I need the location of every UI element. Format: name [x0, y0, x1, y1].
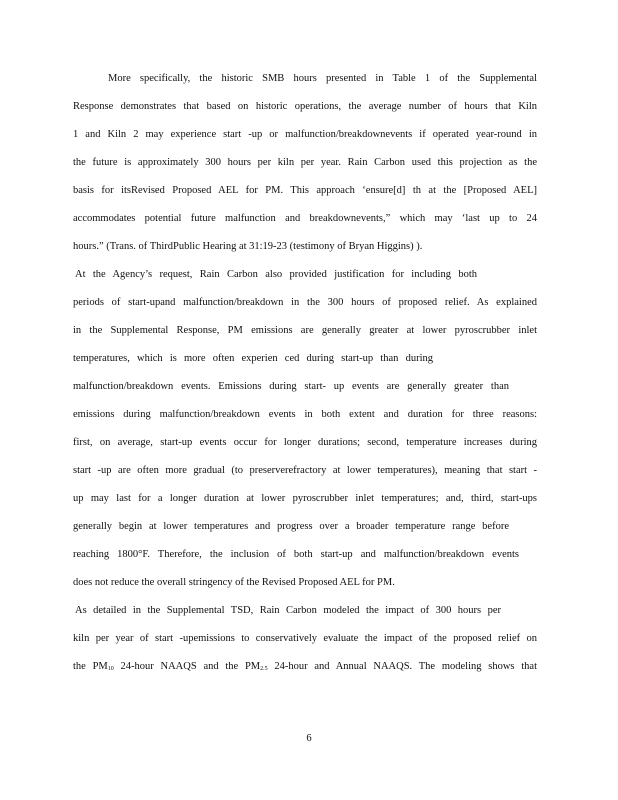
subscript: 2.5: [260, 666, 268, 672]
text-line: up may last for a longer duration at lower pyroscrubber inlet temperatures; and, third, start-ups: [73, 493, 537, 504]
subscript: 10: [107, 666, 114, 672]
text-line: periods of start-upand malfunction/breakdown in the 300 hours of proposed relief. As explained: [73, 297, 537, 308]
text-line: in the Supplemental Response, PM emissions are generally greater at lower pyroscrubber inlet: [73, 325, 537, 336]
text-line: does not reduce the overall stringency of the Revised Proposed AEL for PM.: [73, 577, 395, 588]
text-line: basis for itsRevised Proposed AEL for PM. This approach ‘ensure[d] th at the [Proposed AEL]: [73, 185, 537, 196]
text-line: kiln per year of start -upemissions to conservatively evaluate the impact of the proposed relief on: [73, 633, 537, 644]
text-line: As detailed in the Supplemental TSD, Rain Carbon modeled the impact of 300 hours per: [75, 605, 501, 616]
page-number: 6: [306, 733, 312, 744]
text-line: accommodates potential future malfunction and breakdownevents,” which may ‘last up to 24: [73, 213, 537, 224]
text-line: [73, 660, 537, 674]
text-line: reaching 1800°F. Therefore, the inclusion of both start-up and malfunction/breakdown events: [73, 549, 519, 560]
text-fragment: the PM: [73, 661, 108, 672]
text-line: malfunction/breakdown events. Emissions during start- up events are generally greater than: [73, 381, 509, 392]
text-line: generally begin at lower temperatures and progress over a broader temperature range before: [73, 521, 509, 532]
text-line: Response demonstrates that based on historic operations, the average number of hours that Kiln: [73, 101, 537, 112]
text-line: first, on average, start-up events occur for longer durations; second, temperature increases during: [73, 437, 537, 448]
text-line: the future is approximately 300 hours per kiln per year. Rain Carbon used this projection as the: [73, 157, 537, 168]
text-line: At the Agency’s request, Rain Carbon also provided justification for including both: [75, 269, 477, 280]
text-line: emissions during malfunction/breakdown events in both extent and duration for three reasons:: [73, 409, 537, 420]
text-line: More specifically, the historic SMB hours presented in Table 1 of the Supplemental: [108, 73, 537, 84]
text-line: start -up are often more gradual (to preserverefractory at lower temperatures), meaning that start -: [73, 465, 537, 476]
text-line: 1 and Kiln 2 may experience start -up or malfunction/breakdownevents if operated year-round in: [73, 129, 537, 140]
text-line: temperatures, which is more often experien ced during start-up than during: [73, 353, 433, 364]
text-fragment: 24-hour and Annual NAAQS. The modeling shows that: [267, 661, 537, 672]
text-line: hours.” (Trans. of ThirdPublic Hearing at 31:19-23 (testimony of Bryan Higgins) ).: [73, 241, 423, 252]
text-fragment: 24-hour NAAQS and the PM: [113, 661, 261, 672]
